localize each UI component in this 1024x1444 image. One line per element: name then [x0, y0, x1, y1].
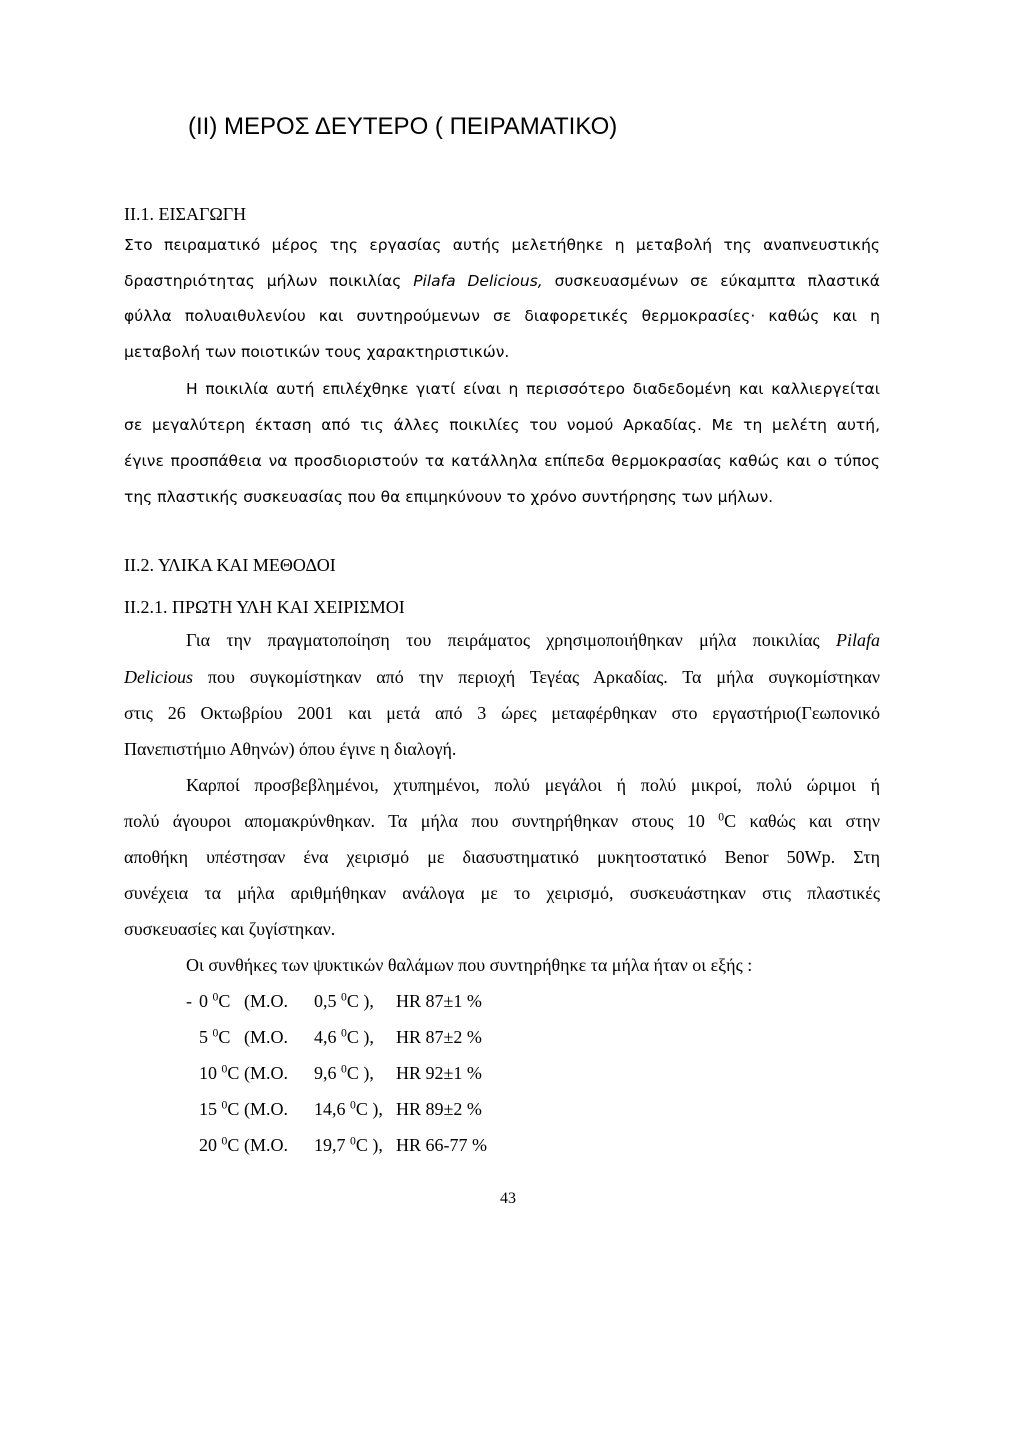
paragraph-line: της πλαστικής συσκευασίας που θα επιμηκύνουν το χρόνο συντήρησης των μήλων.: [124, 488, 774, 506]
close-label: ),: [372, 1099, 383, 1119]
condition-mean: 14,6: [314, 1099, 346, 1119]
paragraph-line: [124, 272, 880, 290]
paragraph-line: [124, 667, 880, 688]
section-heading-materials-methods: ΙΙ.2. ΥΛΙΚΑ ΚΑΙ ΜΕΘΟΔΟΙ: [124, 555, 336, 575]
degree-mark: 0: [350, 1134, 356, 1148]
mean-group: [314, 1027, 374, 1048]
condition-dash: -: [186, 991, 192, 1011]
text-run: δραστηριότητας μήλων ποικιλίας: [124, 272, 414, 290]
condition-temperature: 20: [199, 1135, 217, 1155]
degree-mark: 0: [221, 1134, 228, 1148]
condition-humidity: HR 66-77 %: [396, 1135, 487, 1155]
degree-mark: 0: [212, 990, 219, 1004]
text-run: που συγκομίστηκαν από την περιοχή Τεγέας Αρκαδίας. Τα μήλα συγκομίστηκαν: [193, 667, 880, 687]
mean-group: [314, 1063, 374, 1084]
condition-temperature: 15: [199, 1099, 217, 1119]
condition-temperature: 0: [199, 991, 208, 1011]
paragraph-line: συνέχεια τα μήλα αριθμήθηκαν ανάλογα με το χειρισμό, συσκευάστηκαν στις πλαστικές: [124, 883, 880, 903]
unit-label: C: [218, 991, 231, 1011]
degree-mark: 0: [212, 1026, 219, 1040]
close-label: ),: [363, 991, 374, 1011]
degree-mark: 0: [341, 1062, 347, 1076]
close-label: ),: [372, 1135, 383, 1155]
section-heading-introduction: ΙΙ.1. ΕΙΣΑΓΩΓΗ: [124, 204, 247, 224]
paragraph-line: Καρποί προσβεβλημένοι, χτυπημένοι, πολύ μεγάλοι ή πολύ μικροί, πολύ ώριμοι ή: [186, 775, 880, 795]
unit-label: C: [218, 1027, 231, 1047]
close-label: ),: [363, 1063, 374, 1083]
condition-mean: 4,6: [314, 1027, 337, 1047]
mean-label: (Μ.Ο.: [244, 1135, 288, 1155]
unit-label: C: [355, 1135, 368, 1155]
degree-mark: 0: [350, 1098, 356, 1112]
temperature-group: [199, 1099, 239, 1120]
mean-label: (Μ.Ο.: [244, 1099, 288, 1119]
paragraph-line: Οι συνθήκες των ψυκτικών θαλάμων που συντηρήθηκε τα μήλα ήταν οι εξής :: [186, 955, 753, 975]
temperature-group: [199, 1027, 230, 1048]
paragraph-line: σε μεγαλύτερη έκταση από τις άλλες ποικιλίες του νομού Αρκαδίας. Με τη μελέτη αυτή,: [124, 416, 880, 434]
paragraph-line: φύλλα πολυαιθυλενίου και συντηρούμενων σε διαφορετικές θερμοκρασίες· καθώς και η: [124, 307, 880, 325]
paragraph-line: αποθήκη υπέστησαν ένα χειρισμό με διασυστηματικό μυκητοστατικό Benor 50Wp. Στη: [124, 847, 880, 867]
temperature-group: [199, 1063, 239, 1084]
degree-mark: 0: [341, 990, 347, 1004]
temperature-group: [199, 1135, 239, 1156]
paragraph-line: Η ποικιλία αυτή επιλέχθηκε γιατί είναι η περισσότερο διαδεδομένη και καλλιεργείται: [186, 380, 880, 398]
unit-label: C: [355, 1099, 368, 1119]
section-heading-raw-material: ΙΙ.2.1. ΠΡΩΤΗ ΥΛΗ ΚΑΙ ΧΕΙΡΙΣΜΟΙ: [124, 597, 405, 617]
unit-label: C: [227, 1135, 240, 1155]
mean-label: (Μ.Ο.: [244, 1063, 288, 1083]
close-label: ),: [363, 1027, 374, 1047]
unit-label: C: [346, 1027, 359, 1047]
variety-name: Delicious: [124, 667, 193, 687]
text-run: Για την πραγματοποίηση του πειράματος χρησιμοποιήθηκαν μήλα ποικιλίας: [186, 630, 836, 650]
condition-humidity: HR 87±2 %: [396, 1027, 482, 1047]
paragraph-line: συσκευασίες και ζυγίστηκαν.: [124, 919, 336, 939]
unit-label: C: [227, 1063, 240, 1083]
text-run: C καθώς και στην: [724, 811, 880, 831]
condition-mean: 0,5: [314, 991, 337, 1011]
condition-mean: 9,6: [314, 1063, 337, 1083]
variety-name: Pilafa Delicious,: [413, 272, 543, 290]
condition-humidity: HR 92±1 %: [396, 1063, 482, 1083]
degree-mark: 0: [341, 1026, 347, 1040]
paragraph-line: [124, 811, 880, 832]
text-run: πολύ άγουροι απομακρύνθηκαν. Τα μήλα που συντηρήθηκαν στους 10: [124, 811, 719, 831]
condition-temperature: 5: [199, 1027, 208, 1047]
unit-label: C: [346, 1063, 359, 1083]
paragraph-line: έγινε προσπάθεια να προσδιοριστούν τα κατάλληλα επίπεδα θερμοκρασίας καθώς και ο τύπος: [124, 452, 880, 470]
condition-mean: 19,7: [314, 1135, 346, 1155]
mean-group: [314, 991, 374, 1012]
paragraph-line: Στο πειραματικό μέρος της εργασίας αυτής μελετήθηκε η μεταβολή της αναπνευστικής: [124, 236, 880, 254]
variety-name: Pilafa: [836, 630, 880, 650]
mean-group: [314, 1135, 383, 1156]
degree-mark: 0: [718, 810, 725, 824]
unit-label: C: [346, 991, 359, 1011]
condition-humidity: HR 89±2 %: [396, 1099, 482, 1119]
mean-label: (Μ.Ο.: [244, 991, 288, 1011]
page-number: 43: [500, 1190, 516, 1207]
degree-mark: 0: [221, 1098, 228, 1112]
mean-label: (Μ.Ο.: [244, 1027, 288, 1047]
text-run: συσκευασμένων σε εύκαμπτα πλαστικά: [542, 272, 880, 290]
mean-group: [314, 1099, 383, 1120]
temperature-group: [199, 991, 230, 1012]
paragraph-line: [186, 630, 880, 651]
unit-label: C: [227, 1099, 240, 1119]
paragraph-line: Πανεπιστήμιο Αθηνών) όπου έγινε η διαλογή.: [124, 739, 457, 759]
paragraph-line: στις 26 Οκτωβρίου 2001 και μετά από 3 ώρες μεταφέρθηκαν στο εργαστήριο(Γεωπονικό: [124, 703, 880, 723]
condition-humidity: ΗR 87±1 %: [396, 991, 482, 1011]
condition-temperature: 10: [199, 1063, 217, 1083]
page-title: (II) ΜΕΡΟΣ ΔΕΥΤΕΡΟ ( ΠΕΙΡΑΜΑΤΙΚΟ): [188, 113, 618, 140]
paragraph-line: μεταβολή των ποιοτικών τους χαρακτηριστικών.: [124, 343, 510, 361]
degree-mark: 0: [221, 1062, 228, 1076]
